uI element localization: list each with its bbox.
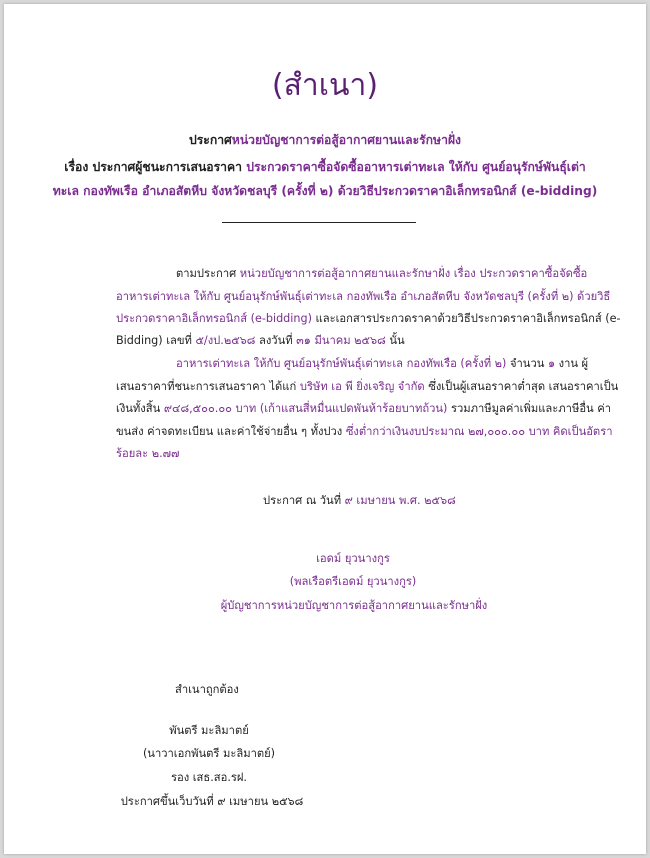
heading-line-1-prefix: ประกาศ [188,133,232,147]
para1-end: นั้น [385,334,405,347]
signatory-position: ผู้บัญชาการหน่วยบัญชาการต่อสู้อากาศยานและรักษาฝั่ง [220,599,488,612]
para2-line-2 [116,379,618,395]
certify-label: สำเนาถูกต้อง [175,683,239,696]
announce-date [263,491,456,509]
para1-text: ตามประกาศ [176,267,240,280]
para2-qty: ๑ [547,357,556,370]
document-page [4,4,646,854]
para2-total-label: เงินทั้งสิ้น [116,402,164,415]
para2-winner-label: เสนอราคาที่ชนะการเสนอราคา ได้แก่ [116,380,300,393]
announce-date-value: ๙ เมษายน พ.ศ. ๒๕๖๘ [344,494,456,507]
para2-unit: งาน ผู้ [555,357,589,370]
heading-subject: ประกวดราคาซื้อจัดซื้ออาหารเต่าทะเล ให้กับ ศูนย์อนุรักษ์พันธุ์เต่า [246,160,586,174]
para2-costs: ขนส่ง ค่าจดทะเบียน และค่าใช้จ่ายอื่น ๆ ทั้งปวง [116,425,346,438]
para2-winner: บริษัท เอ พี ยิ่งเจริญ จำกัด [299,380,425,393]
para2-line-4 [116,424,613,440]
para1-doc-label: Bidding) เลขที่ [116,334,196,347]
para1-text-2: และเอกสารประกวดราคาด้วยวิธีประกวดราคาอิเล็กทรอนิกส์ (e- [311,312,621,325]
heading-line-3: ทะเล กองทัพเรือ อำเภอสัตหีบ จังหวัดชลบุรี (ครั้งที่ ๒) ด้วยวิธีประกวดราคาอิเล็กทรอนิกส์ (e-bidding) [52,184,598,198]
heading-divider [222,222,416,223]
para2-tax-text: รวมภาษีมูลค่าเพิ่มและภาษีอื่น ค่า [447,402,612,415]
announce-label: ประกาศ ณ วันที่ [263,494,345,507]
para2-line-5: ร้อยละ ๒.๗๗ [116,447,180,460]
heading-subject-prefix: เรื่อง ประกาศผู้ชนะการเสนอราคา [64,160,247,174]
para1-reference: หน่วยบัญชาการต่อสู้อากาศยานและรักษาฝั่ง เรื่อง ประกวดราคาซื้อจัดซื้อ [239,267,588,280]
heading-line-1 [4,131,646,150]
para1-date: ๓๑ มีนาคม ๒๕๖๘ [296,334,386,347]
para2-text: ซึ่งเป็นผู้เสนอราคาต่ำสุด เสนอราคาเป็น [424,380,619,393]
para1-line-3 [116,311,621,327]
para2-item: อาหารเต่าทะเล ให้กับ ศูนย์อนุรักษ์พันธุ์เต่าทะเล กองทัพเรือ (ครั้งที่ ๒) [176,357,507,370]
document-title: (สำเนา) [271,68,379,103]
para2-line-1 [176,356,588,372]
para1-line-1 [176,266,587,282]
para2-qty-label: จำนวน [506,357,548,370]
para2-budget: ซึ่งต่ำกว่าเงินงบประมาณ ๒๗,๐๐๐.๐๐ บาท คิดเป็นอัตรา [345,425,613,438]
para1-doc-number: ๕/งป.๒๕๖๘ [195,334,256,347]
certify-name: พันตรี มะลิมาตย์ [169,724,249,737]
signatory-name: เอดม์ ยุวนางกูร [316,552,390,565]
para1-line-4 [116,333,405,349]
posted-date: ประกาศขึ้นเว็บวันที่ ๙ เมษายน ๒๕๖๘ [120,795,304,808]
para2-total: ๙๔๘,๕๐๐.๐๐ บาท (เก้าแสนสี่หมื่นแปดพันห้าร้อยบาทถ้วน) [163,402,448,415]
para1-method: ประกวดราคาอิเล็กทรอนิกส์ (e-bidding) [116,312,312,325]
para2-line-3 [116,401,611,417]
heading-line-2 [4,158,646,177]
para1-date-label: ลงวันที่ [255,334,297,347]
heading-agency: หน่วยบัญชาการต่อสู้อากาศยานและรักษาฝั่ง [231,133,462,147]
certify-position: รอง เสธ.สอ.รฝ. [170,771,247,784]
signatory-full-name: (พลเรือตรีเอดม์ ยุวนางกูร) [289,575,417,588]
certify-full-name: (นาวาเอกพันตรี มะลิมาตย์) [142,747,276,760]
para1-line-2: อาหารเต่าทะเล ให้กับ ศูนย์อนุรักษ์พันธุ์เต่าทะเล กองทัพเรือ อำเภอสัตหีบ จังหวัดชลบุรี (ครั้งที่ ๒) ด้วยวิธี [116,290,611,303]
